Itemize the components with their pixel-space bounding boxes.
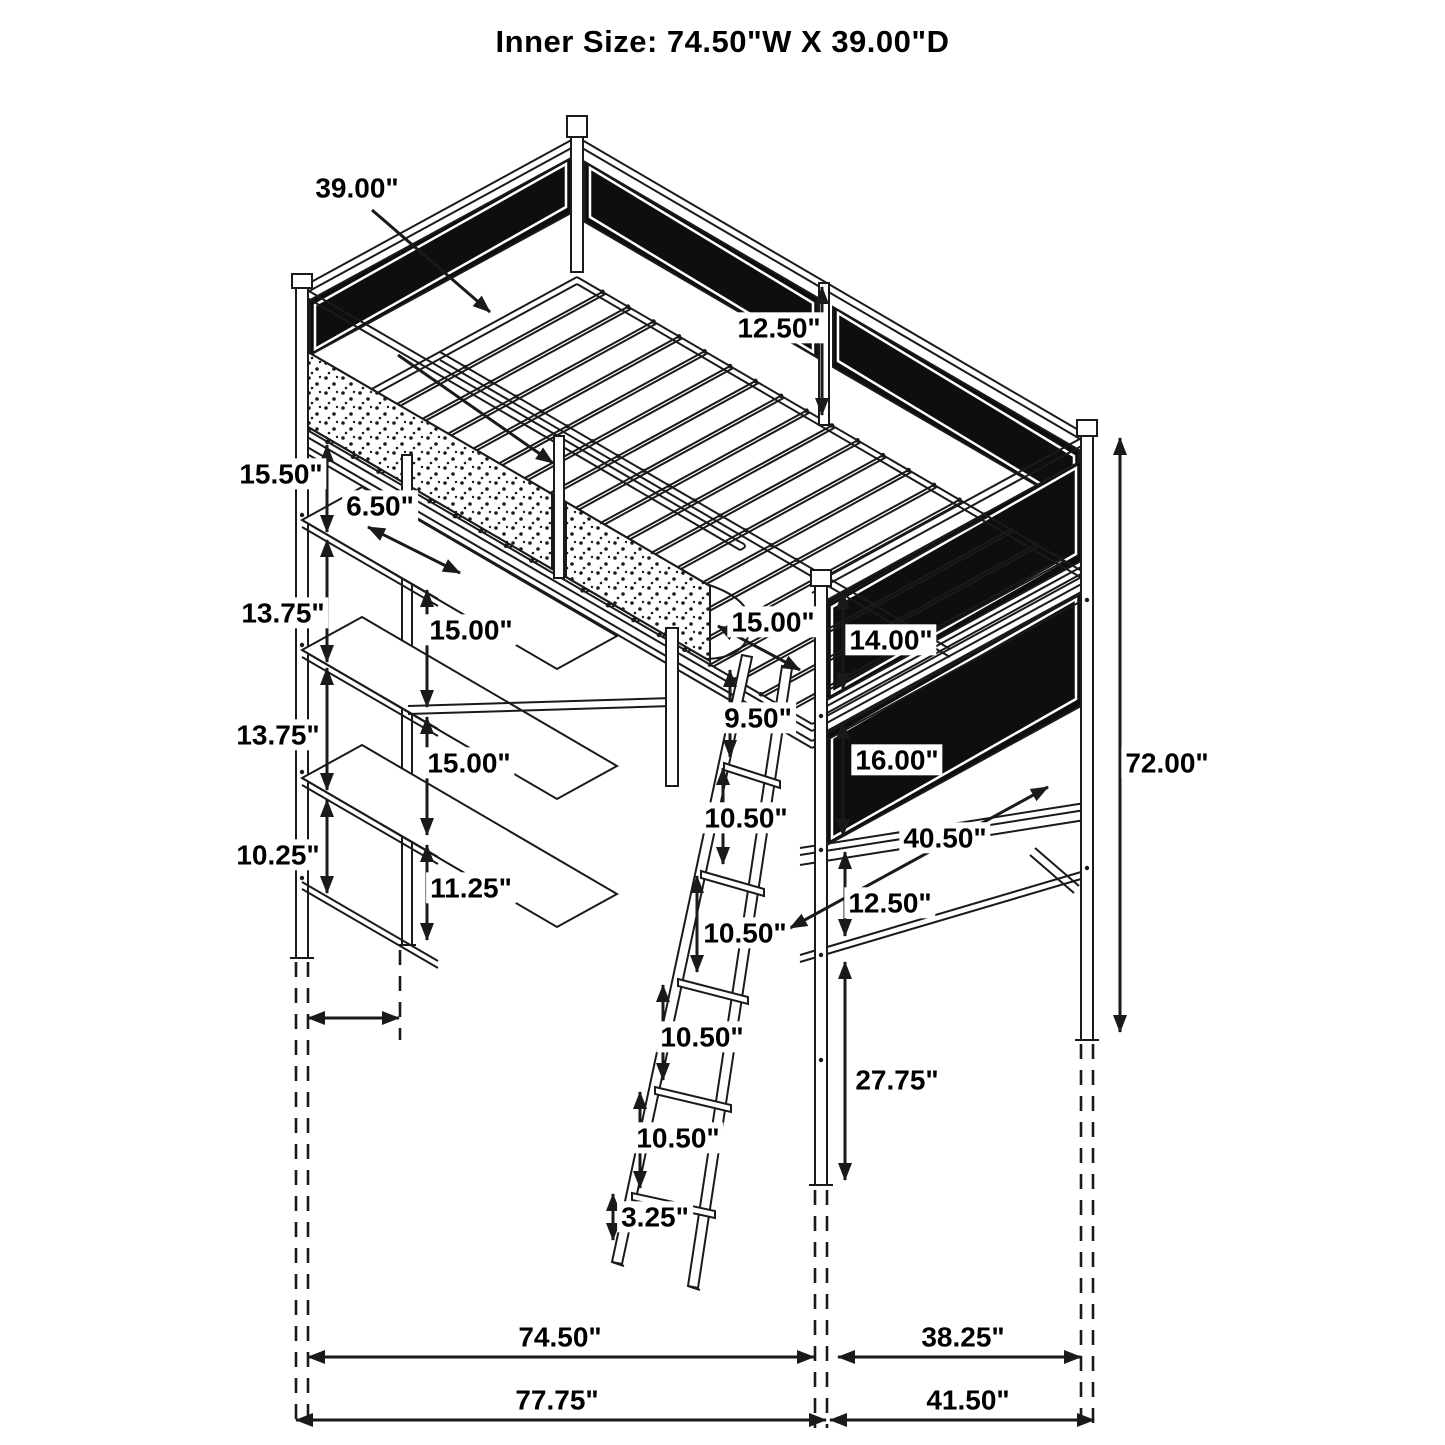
ladder (612, 655, 792, 1290)
dim-label-d4150: 41.50" (922, 1384, 1013, 1415)
dim-label-d1050c: 10.50" (656, 1021, 747, 1052)
dim-label-d7200: 72.00" (1121, 747, 1212, 778)
desk-brace (1035, 848, 1079, 886)
dim-label-d1250mid: 12.50" (844, 887, 935, 918)
dim-label-d950: 9.50" (720, 702, 796, 733)
dim-label-d325: 3.25" (617, 1201, 693, 1232)
dim-label-d4050: 40.50" (899, 822, 990, 853)
dim-label-d7775: 77.75" (511, 1384, 602, 1415)
dim-label-d1600: 16.00" (851, 744, 942, 775)
desk-support-post (666, 628, 678, 786)
dim-label-d1025: 10.25" (232, 839, 323, 870)
dim-label-d7450: 74.50" (514, 1321, 605, 1352)
dim-label-d1375a: 13.75" (237, 597, 328, 628)
diagram-title: Inner Size: 74.50"W X 39.00"D (495, 24, 950, 59)
dim-label-d1125: 11.25" (426, 872, 516, 903)
dim-label-d1250top: 12.50" (733, 312, 824, 343)
dim-label-d1500a: 15.00" (425, 614, 516, 645)
dim-label-d1550: 15.50" (235, 458, 326, 489)
dim-label-d1050a: 10.50" (700, 802, 791, 833)
dim-label-d3825: 38.25" (917, 1321, 1008, 1352)
dim-label-d1400: 14.00" (845, 624, 936, 655)
dim-label-d3900: 39.00" (311, 172, 402, 203)
dim-label-d2775: 27.75" (851, 1064, 942, 1095)
dim-label-d1500b: 15.00" (423, 747, 514, 778)
dim-label-d1050b: 10.50" (699, 917, 790, 948)
dim-label-dlad15: 15.00" (727, 606, 818, 637)
dim-label-d650: 6.50" (342, 490, 418, 521)
dim-label-d1050d: 10.50" (632, 1122, 723, 1153)
dim-label-d1375b: 13.75" (232, 719, 323, 750)
